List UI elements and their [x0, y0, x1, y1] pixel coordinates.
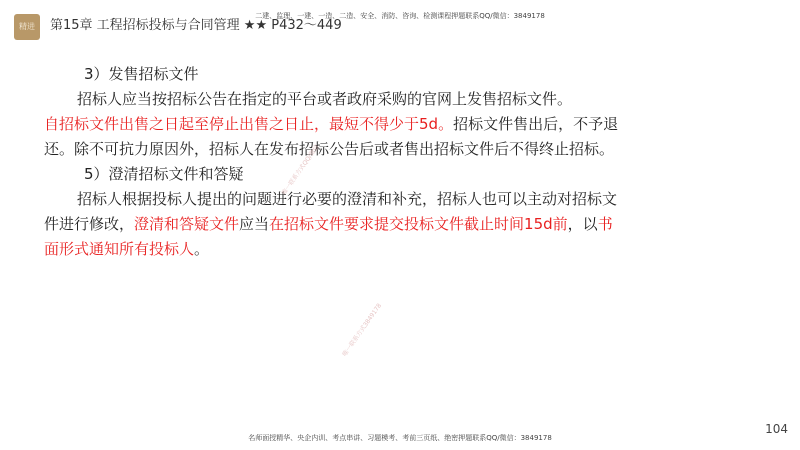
paragraph-2-rest: 招标文件售出后，不予退还。除不可抗力原因外，招标人在发布招标公告后或者售出招标文件后不得终止招标。: [44, 115, 619, 158]
main-content: [44, 62, 624, 262]
paragraph-3-text-2: 应当: [239, 215, 270, 233]
section-heading-5: 5）澄清招标文件和答疑: [84, 165, 244, 183]
chapter-title: 第15章 工程招标投标与合同管理 ★★ P432～449: [50, 18, 342, 33]
watermark-2: 唯一联系方式3849178: [341, 302, 384, 358]
highlight-clarification-docs: 澄清和答疑文件: [134, 215, 240, 233]
paragraph-3-text-4: 。: [194, 240, 210, 258]
top-notice: 二建、监理、一建、一造、二造、安全、消防、咨询、检测课程押题联系QQ/微信：3849178: [255, 12, 545, 20]
highlight-min-sale-period: 自招标文件出售之日起至停止出售之日止，最短不得少于5d。: [44, 115, 454, 133]
paragraph-2: [44, 112, 624, 162]
paragraph-1: 招标人应当按招标公告在指定的平台或者政府采购的官网上发售招标文件。: [77, 90, 573, 108]
logo-text: 精进: [19, 22, 35, 31]
page-number: 104: [765, 422, 788, 436]
watermark-1: 唯一联系方式QQ/微信: [280, 143, 321, 197]
paragraph-3: [44, 187, 624, 262]
paragraph-3-text-1: 招标人根据投标人提出的问题进行必要的澄清和补充，招标人也可以主动对招标文件进行修改，: [44, 190, 618, 233]
highlight-deadline: 在招标文件要求提交投标文件截止时间15d前: [269, 215, 568, 233]
footer-notice: 名师面授精华、央企内训、考点串讲、习题模考、考前三页纸、绝密押题联系QQ/微信：3849178: [248, 434, 552, 442]
paragraph-3-text-3: ，以: [567, 215, 598, 233]
section-heading-3: 3）发售招标文件: [84, 65, 199, 83]
highlight-written-notice: 书面形式通知所有投标人: [44, 215, 613, 258]
